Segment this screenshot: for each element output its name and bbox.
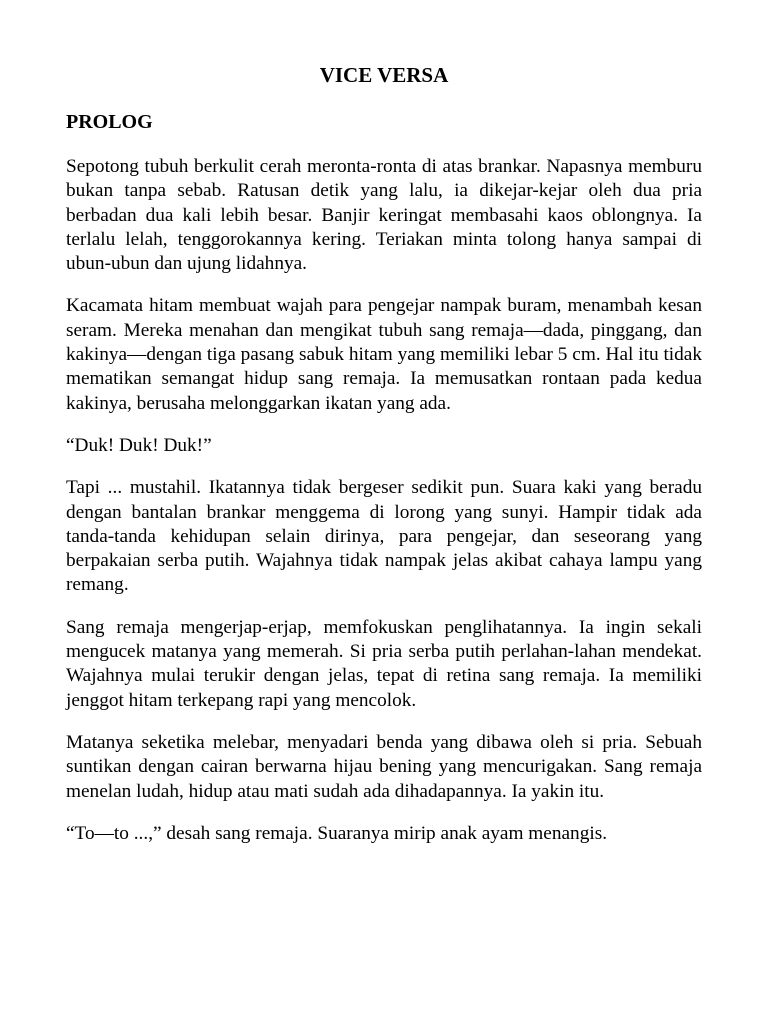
document-title: VICE VERSA <box>319 63 449 87</box>
paragraph-4: Tapi ... mustahil. Ikatannya tidak bergeser sedikit pun. Suara kaki yang beradu dengan bantalan brankar menggema di lorong yang sunyi. Hampir tidak ada tanda-tanda kehidupan selain dirinya, para pengejar, dan seseorang yang berpakaian serba putih. Wajahnya tidak nampak jelas akibat cahaya lampu yang remang. <box>66 477 702 596</box>
paragraph-7: “To—to ...,” desah sang remaja. Suaranya mirip anak ayam menangis. <box>66 822 608 844</box>
paragraph-3: “Duk! Duk! Duk!” <box>66 434 212 456</box>
paragraph-1: Sepotong tubuh berkulit cerah meronta-ronta di atas brankar. Napasnya memburu bukan tanpa sebab. Ratusan detik yang lalu, ia dikejar-kejar oleh dua pria berbadan dua kali lebih besar. Banjir keringat membasahi kaos oblongnya. Ia terlalu lelah, tenggorokannya kering. Teriakan minta tolong hanya sampai di ubun-ubun dan ujung lidahnya. <box>66 156 702 275</box>
paragraph-5: Sang remaja mengerjap-erjap, memfokuskan penglihatannya. Ia ingin sekali mengucek matanya yang memerah. Si pria serba putih perlahan-lahan mendekat. Wajahnya mulai terukir dengan jelas, tepat di retina sang remaja. Ia memiliki jenggot hitam terkepang rapi yang mencolok. <box>66 616 702 711</box>
section-heading-prolog: PROLOG <box>66 111 153 133</box>
paragraph-2: Kacamata hitam membuat wajah para pengejar nampak buram, menambah kesan seram. Mereka menahan dan mengikat tubuh sang remaja—dada, pinggang, dan kakinya—dengan tiga pasang sabuk hitam yang memiliki lebar 5 cm. Hal itu tidak mematikan semangat hidup sang remaja. Ia memusatkan rontaan pada kedua kakinya, berusaha melonggarkan ikatan yang ada. <box>66 295 702 414</box>
paragraph-6: Matanya seketika melebar, menyadari benda yang dibawa oleh si pria. Sebuah suntikan dengan cairan berwarna hijau bening yang mencurigakan. Sang remaja menelan ludah, hidup atau mati sudah ada dihadapannya. Ia yakin itu. <box>66 731 702 802</box>
